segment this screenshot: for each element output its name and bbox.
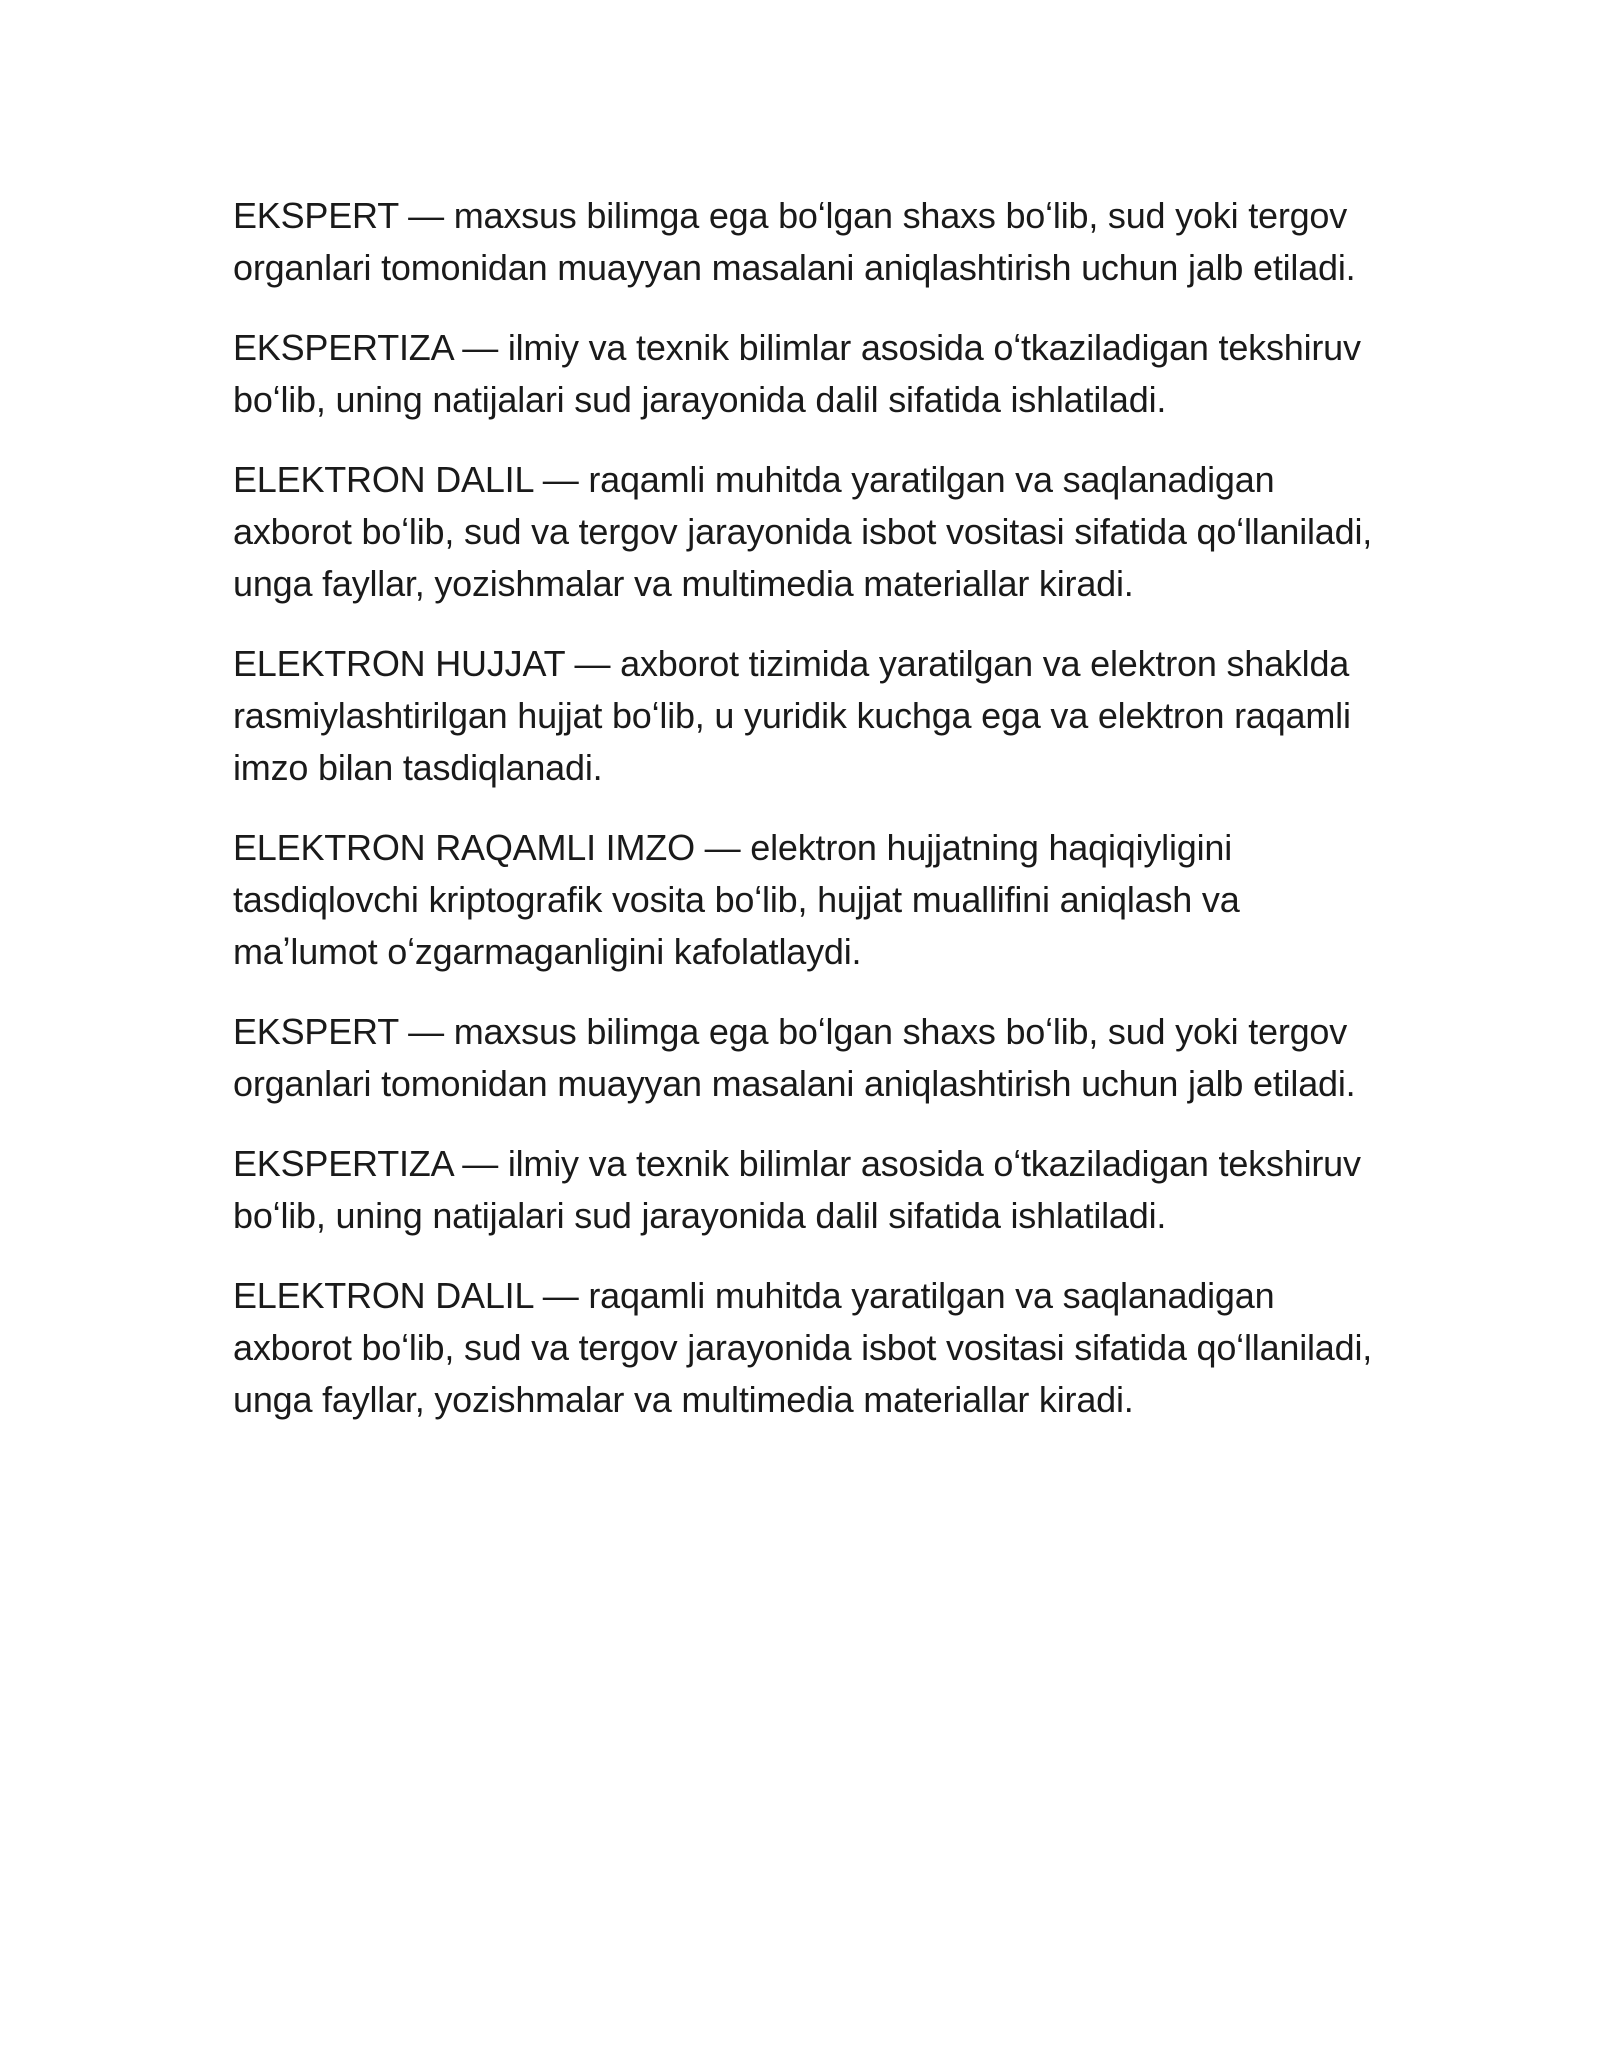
glossary-entry [233,322,1383,426]
entry-term: EKSPERTIZA [233,1143,453,1184]
glossary-entry [233,454,1383,610]
glossary-entry [233,1006,1383,1110]
entry-definition: ilmiy va texnik bilimlar asosida oʻtkaziladigan tekshiruv boʻlib, uning natijalari sud jarayonida dalil sifatida ishlatiladi. [233,327,1361,420]
entry-term: ELEKTRON DALIL [233,1275,533,1316]
glossary-entry [233,190,1383,294]
glossary-content [233,190,1383,1454]
entry-separator: — [452,327,508,368]
entry-term: EKSPERT [233,195,399,236]
entry-definition: axborot tizimida yaratilgan va elektron shaklda rasmiylashtirilgan hujjat boʻlib, u yuridik kuchga ega va elektron raqamli imzo bilan tasdiqlanadi. [233,643,1351,788]
entry-definition: elektron hujjatning haqiqiyligini tasdiqlovchi kriptografik vosita boʻlib, hujjat muallifini aniqlash va maʼlumot oʻzgarmaganligini kafolatlaydi. [233,827,1240,972]
entry-separator: — [564,643,621,684]
entry-separator: — [398,1011,454,1052]
entry-term: EKSPERTIZA [233,327,453,368]
entry-term: ELEKTRON DALIL [233,459,533,500]
entry-separator: — [532,459,589,500]
entry-separator: — [398,195,454,236]
entry-definition: ilmiy va texnik bilimlar asosida oʻtkaziladigan tekshiruv boʻlib, uning natijalari sud jarayonida dalil sifatida ishlatiladi. [233,1143,1361,1236]
entry-definition: maxsus bilimga ega boʻlgan shaxs boʻlib, sud yoki tergov organlari tomonidan muayyan masalani aniqlashtirish uchun jalb etiladi. [233,195,1356,288]
entry-term: EKSPERT [233,1011,399,1052]
entry-term: ELEKTRON RAQAMLI IMZO [233,827,695,868]
entry-definition: raqamli muhitda yaratilgan va saqlanadigan axborot boʻlib, sud va tergov jarayonida isbot vositasi sifatida qoʻllaniladi, unga fayllar, yozishmalar va multimedia materiallar kiradi. [233,1275,1373,1420]
entry-separator: — [532,1275,589,1316]
entry-term: ELEKTRON HUJJAT [233,643,565,684]
glossary-entry [233,1138,1383,1242]
glossary-entry [233,638,1383,794]
glossary-entry [233,822,1383,978]
entry-definition: raqamli muhitda yaratilgan va saqlanadigan axborot boʻlib, sud va tergov jarayonida isbot vositasi sifatida qoʻllaniladi, unga fayllar, yozishmalar va multimedia materiallar kiradi. [233,459,1373,604]
glossary-entry [233,1270,1383,1426]
entry-definition: maxsus bilimga ega boʻlgan shaxs boʻlib, sud yoki tergov organlari tomonidan muayyan masalani aniqlashtirish uchun jalb etiladi. [233,1011,1356,1104]
entry-separator: — [452,1143,508,1184]
entry-separator: — [694,827,751,868]
